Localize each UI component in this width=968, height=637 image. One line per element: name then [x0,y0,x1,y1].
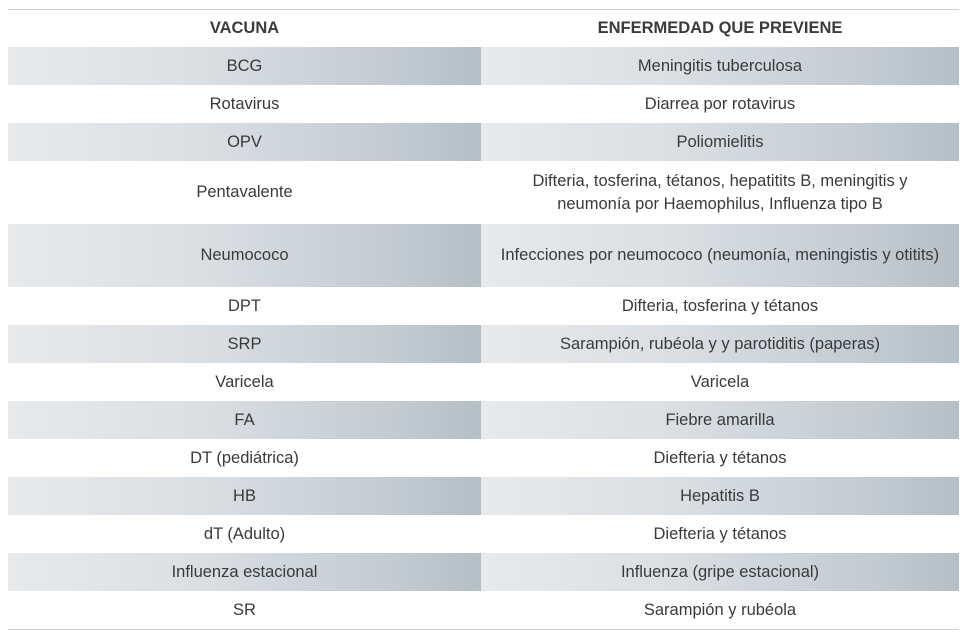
table-row [8,591,959,629]
cell-vacuna: Pentavalente [8,161,481,224]
cell-vacuna: Rotavirus [8,85,481,123]
table-row [8,401,959,439]
cell-enfermedad: Difteria, tosferina, tétanos, hepatitits B, meningitis y neumonía por Haemophilus, Influenza tipo B [481,161,959,224]
cell-vacuna: BCG [8,47,481,85]
cell-vacuna: HB [8,477,481,515]
table-header [8,10,959,47]
cell-enfermedad: Fiebre amarilla [481,401,959,439]
cell-vacuna: DT (pediátrica) [8,439,481,477]
table-row [8,161,959,224]
cell-enfermedad: Hepatitis B [481,477,959,515]
table-row [8,287,959,325]
table-row [8,553,959,591]
cell-enfermedad: Diarrea por rotavirus [481,85,959,123]
cell-vacuna: Influenza estacional [8,553,481,591]
cell-enfermedad: Meningitis tuberculosa [481,47,959,85]
vaccine-table [8,10,959,629]
table-row [8,439,959,477]
header-row [8,10,959,47]
cell-enfermedad: Varicela [481,363,959,401]
cell-vacuna: SRP [8,325,481,363]
cell-enfermedad: Infecciones por neumococo (neumonía, meningistis y otitits) [481,224,959,287]
cell-vacuna: FA [8,401,481,439]
table-row [8,325,959,363]
cell-vacuna: OPV [8,123,481,161]
header-vacuna: VACUNA [8,10,481,47]
table-row [8,363,959,401]
table-body [8,47,959,629]
cell-enfermedad: Influenza (gripe estacional) [481,553,959,591]
table-row [8,224,959,287]
cell-enfermedad: Sarampión y rubéola [481,591,959,629]
cell-enfermedad: Poliomielitis [481,123,959,161]
table-row [8,47,959,85]
cell-enfermedad: Diefteria y tétanos [481,439,959,477]
table-row [8,515,959,553]
table-row [8,123,959,161]
cell-vacuna: DPT [8,287,481,325]
cell-enfermedad: Diefteria y tétanos [481,515,959,553]
cell-enfermedad: Sarampión, rubéola y y parotiditis (paperas) [481,325,959,363]
cell-enfermedad: Difteria, tosferina y tétanos [481,287,959,325]
vaccine-table-container [8,9,959,630]
cell-vacuna: Neumococo [8,224,481,287]
header-enfermedad: ENFERMEDAD QUE PREVIENE [481,10,959,47]
table-row [8,477,959,515]
cell-vacuna: SR [8,591,481,629]
table-row [8,85,959,123]
cell-vacuna: dT (Adulto) [8,515,481,553]
cell-vacuna: Varicela [8,363,481,401]
